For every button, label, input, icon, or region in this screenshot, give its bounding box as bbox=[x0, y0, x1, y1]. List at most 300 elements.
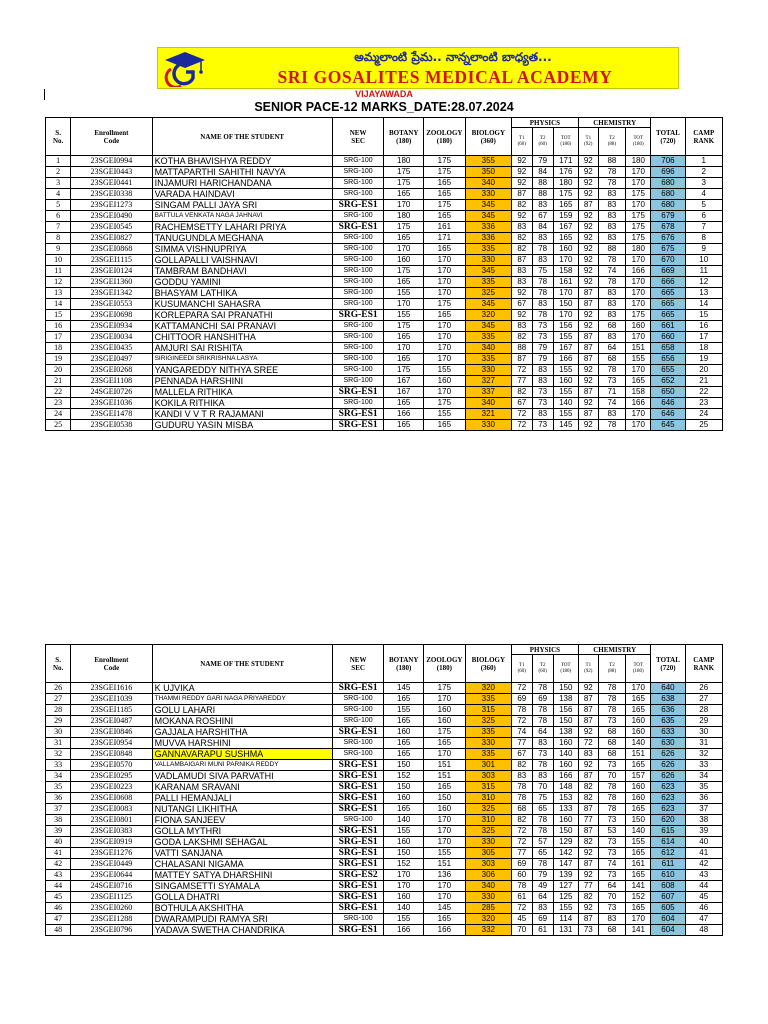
section-cell: SRG-100 bbox=[332, 288, 384, 299]
chemistry-t2-cell: 68 bbox=[598, 925, 625, 936]
chemistry-t2-cell: 78 bbox=[598, 365, 625, 376]
sno-cell: 40 bbox=[46, 837, 71, 848]
enrollment-cell: 23SGEI1036 bbox=[71, 398, 152, 409]
student-name-cell: MUVVA HARSHINI bbox=[152, 738, 332, 749]
botany-cell: 155 bbox=[384, 288, 424, 299]
chemistry-tot-cell: 161 bbox=[626, 859, 651, 870]
table-row bbox=[46, 826, 723, 837]
enrollment-cell: 23SGEI0260 bbox=[71, 903, 152, 914]
section-cell: SRG-100 bbox=[332, 914, 384, 925]
chemistry-t1-cell: 92 bbox=[578, 156, 598, 167]
table-row bbox=[46, 321, 723, 332]
physics-t1-cell: 67 bbox=[511, 749, 532, 760]
city-label: VIJAYAWADA bbox=[355, 89, 413, 99]
botany-cell: 167 bbox=[384, 376, 424, 387]
botany-cell: 165 bbox=[384, 398, 424, 409]
biology-cell: 332 bbox=[465, 925, 511, 936]
biology-cell: 330 bbox=[465, 420, 511, 431]
physics-t2-cell: 78 bbox=[532, 288, 553, 299]
col-header-sec: NEW SEC bbox=[332, 645, 384, 683]
col-header-total: TOTAL (720) bbox=[651, 118, 685, 156]
botany-cell: 152 bbox=[384, 771, 424, 782]
sno-cell: 6 bbox=[46, 211, 71, 222]
chemistry-t1-cell: 92 bbox=[578, 398, 598, 409]
zoology-cell: 165 bbox=[423, 189, 465, 200]
camp-rank-cell: 25 bbox=[685, 420, 723, 431]
student-name-cell: RACHEMSETTY LAHARI PRIYA bbox=[152, 222, 332, 233]
physics-tot-cell: 167 bbox=[553, 222, 578, 233]
physics-tot-cell: 180 bbox=[553, 178, 578, 189]
chemistry-tot-cell: 160 bbox=[626, 782, 651, 793]
chemistry-tot-cell: 166 bbox=[626, 266, 651, 277]
enrollment-cell: 23SGEI0338 bbox=[71, 189, 152, 200]
chemistry-tot-cell: 160 bbox=[626, 321, 651, 332]
table-row bbox=[46, 343, 723, 354]
physics-t1-cell: 70 bbox=[511, 925, 532, 936]
physics-t2-cell: 78 bbox=[532, 859, 553, 870]
physics-t1-cell: 69 bbox=[511, 694, 532, 705]
col-header-botany: BOTANY (180) bbox=[384, 118, 424, 156]
sno-cell: 34 bbox=[46, 771, 71, 782]
physics-tot-cell: 158 bbox=[553, 266, 578, 277]
sno-cell: 29 bbox=[46, 716, 71, 727]
student-name-cell: KATTAMANCHI SAI PRANAVI bbox=[152, 321, 332, 332]
physics-t1-cell: 77 bbox=[511, 738, 532, 749]
biology-cell: 325 bbox=[465, 804, 511, 815]
chemistry-t2-cell: 74 bbox=[598, 859, 625, 870]
chemistry-t2-cell: 68 bbox=[598, 354, 625, 365]
section-cell: SRG-100 bbox=[332, 376, 384, 387]
physics-tot-cell: 160 bbox=[553, 738, 578, 749]
physics-t1-cell: 87 bbox=[511, 354, 532, 365]
biology-cell: 320 bbox=[465, 683, 511, 694]
chemistry-tot-cell: 158 bbox=[626, 387, 651, 398]
botany-cell: 165 bbox=[384, 277, 424, 288]
chemistry-t2-cell: 68 bbox=[598, 321, 625, 332]
sno-cell: 21 bbox=[46, 376, 71, 387]
physics-t1-cell: 92 bbox=[511, 310, 532, 321]
section-cell: SRG-ES1 bbox=[332, 804, 384, 815]
botany-cell: 180 bbox=[384, 211, 424, 222]
physics-tot-cell: 138 bbox=[553, 727, 578, 738]
student-name-cell: KARANAM SRAVANI bbox=[152, 782, 332, 793]
student-name-cell: NUTANGI LIKHITHA bbox=[152, 804, 332, 815]
section-cell: SRG-ES1 bbox=[332, 782, 384, 793]
enrollment-cell: 23SGEI0846 bbox=[71, 727, 152, 738]
chemistry-t2-cell: 83 bbox=[598, 233, 625, 244]
chemistry-tot-cell: 175 bbox=[626, 222, 651, 233]
table-row bbox=[46, 266, 723, 277]
physics-tot-cell: 160 bbox=[553, 760, 578, 771]
chemistry-t2-cell: 88 bbox=[598, 156, 625, 167]
chemistry-tot-cell: 152 bbox=[626, 892, 651, 903]
zoology-cell: 155 bbox=[423, 365, 465, 376]
chemistry-tot-cell: 170 bbox=[626, 409, 651, 420]
physics-t1-cell: 72 bbox=[511, 420, 532, 431]
table-row bbox=[46, 804, 723, 815]
physics-t1-cell: 72 bbox=[511, 409, 532, 420]
physics-t2-cell: 70 bbox=[532, 782, 553, 793]
col-header-physics-tot: TOT (180) bbox=[553, 655, 578, 683]
table-row bbox=[46, 222, 723, 233]
sno-cell: 48 bbox=[46, 925, 71, 936]
section-cell: SRG-ES1 bbox=[332, 859, 384, 870]
chemistry-tot-cell: 170 bbox=[626, 200, 651, 211]
sno-cell: 28 bbox=[46, 705, 71, 716]
physics-tot-cell: 145 bbox=[553, 420, 578, 431]
botany-cell: 165 bbox=[384, 694, 424, 705]
chemistry-tot-cell: 160 bbox=[626, 793, 651, 804]
student-name-cell: AMJURI SAI RISHITA bbox=[152, 343, 332, 354]
chemistry-t2-cell: 68 bbox=[598, 749, 625, 760]
table-row bbox=[46, 376, 723, 387]
chemistry-t2-cell: 73 bbox=[598, 837, 625, 848]
chemistry-t1-cell: 92 bbox=[578, 211, 598, 222]
zoology-cell: 170 bbox=[423, 288, 465, 299]
chemistry-t2-cell: 71 bbox=[598, 387, 625, 398]
physics-t2-cell: 73 bbox=[532, 332, 553, 343]
camp-rank-cell: 21 bbox=[685, 376, 723, 387]
chemistry-tot-cell: 170 bbox=[626, 365, 651, 376]
camp-rank-cell: 45 bbox=[685, 892, 723, 903]
enrollment-cell: 23SGEI0827 bbox=[71, 233, 152, 244]
enrollment-cell: 23SGEI0443 bbox=[71, 167, 152, 178]
chemistry-t2-cell: 83 bbox=[598, 332, 625, 343]
sno-cell: 22 bbox=[46, 387, 71, 398]
sno-cell: 35 bbox=[46, 782, 71, 793]
physics-tot-cell: 156 bbox=[553, 705, 578, 716]
biology-cell: 350 bbox=[465, 167, 511, 178]
chemistry-t1-cell: 83 bbox=[578, 749, 598, 760]
physics-t2-cell: 78 bbox=[532, 683, 553, 694]
student-name-cell: GODA LAKSHMI SEHAGAL bbox=[152, 837, 332, 848]
zoology-cell: 151 bbox=[423, 859, 465, 870]
sno-cell: 4 bbox=[46, 189, 71, 200]
biology-cell: 303 bbox=[465, 859, 511, 870]
total-cell: 646 bbox=[651, 398, 685, 409]
enrollment-cell: 23SGEI0490 bbox=[71, 211, 152, 222]
physics-t2-cell: 64 bbox=[532, 727, 553, 738]
physics-t1-cell: 61 bbox=[511, 892, 532, 903]
chemistry-t2-cell: 78 bbox=[598, 167, 625, 178]
sno-cell: 10 bbox=[46, 255, 71, 266]
section-cell: SRG-100 bbox=[332, 255, 384, 266]
physics-tot-cell: 155 bbox=[553, 903, 578, 914]
biology-cell: 305 bbox=[465, 848, 511, 859]
chemistry-t2-cell: 73 bbox=[598, 716, 625, 727]
col-header-chemistry-t1: T1 (92) bbox=[578, 655, 598, 683]
chemistry-t1-cell: 82 bbox=[578, 837, 598, 848]
chemistry-t1-cell: 87 bbox=[578, 409, 598, 420]
physics-t1-cell: 83 bbox=[511, 277, 532, 288]
physics-t1-cell: 83 bbox=[511, 222, 532, 233]
sno-cell: 41 bbox=[46, 848, 71, 859]
physics-t1-cell: 78 bbox=[511, 881, 532, 892]
physics-t1-cell: 72 bbox=[511, 683, 532, 694]
biology-cell: 303 bbox=[465, 771, 511, 782]
physics-t1-cell: 67 bbox=[511, 299, 532, 310]
sno-cell: 26 bbox=[46, 683, 71, 694]
col-header-physics-t2: T2 (60) bbox=[532, 655, 553, 683]
physics-t2-cell: 78 bbox=[532, 244, 553, 255]
enrollment-cell: 23SGEI0497 bbox=[71, 354, 152, 365]
total-cell: 679 bbox=[651, 211, 685, 222]
physics-t1-cell: 82 bbox=[511, 387, 532, 398]
student-name-cell: BOTHULA AKSHITHA bbox=[152, 903, 332, 914]
camp-rank-cell: 34 bbox=[685, 771, 723, 782]
student-name-cell: DWARAMPUDI RAMYA SRI bbox=[152, 914, 332, 925]
biology-cell: 340 bbox=[465, 178, 511, 189]
physics-tot-cell: 170 bbox=[553, 288, 578, 299]
col-header-chemistry: CHEMISTRY bbox=[578, 118, 651, 128]
camp-rank-cell: 18 bbox=[685, 343, 723, 354]
physics-t1-cell: 72 bbox=[511, 837, 532, 848]
camp-rank-cell: 1 bbox=[685, 156, 723, 167]
col-header-chemistry-t2: T2 (88) bbox=[598, 655, 625, 683]
camp-rank-cell: 9 bbox=[685, 244, 723, 255]
botany-cell: 165 bbox=[384, 233, 424, 244]
physics-t2-cell: 83 bbox=[532, 903, 553, 914]
physics-t1-cell: 82 bbox=[511, 233, 532, 244]
sno-cell: 24 bbox=[46, 409, 71, 420]
chemistry-t1-cell: 92 bbox=[578, 222, 598, 233]
col-header-chemistry-t1: T1 (92) bbox=[578, 128, 598, 156]
camp-rank-cell: 8 bbox=[685, 233, 723, 244]
section-cell: SRG-ES1 bbox=[332, 409, 384, 420]
chemistry-t2-cell: 73 bbox=[598, 376, 625, 387]
total-cell: 635 bbox=[651, 716, 685, 727]
botany-cell: 165 bbox=[384, 716, 424, 727]
chemistry-t2-cell: 83 bbox=[598, 222, 625, 233]
botany-cell: 160 bbox=[384, 255, 424, 266]
physics-t1-cell: 82 bbox=[511, 332, 532, 343]
physics-t1-cell: 87 bbox=[511, 189, 532, 200]
student-name-cell: MATTEY SATYA DHARSHINI bbox=[152, 870, 332, 881]
physics-tot-cell: 153 bbox=[553, 793, 578, 804]
enrollment-cell: 24SGEI0716 bbox=[71, 881, 152, 892]
biology-cell: 325 bbox=[465, 288, 511, 299]
table-row bbox=[46, 398, 723, 409]
physics-tot-cell: 171 bbox=[553, 156, 578, 167]
biology-cell: 306 bbox=[465, 870, 511, 881]
table-row bbox=[46, 749, 723, 760]
total-cell: 680 bbox=[651, 200, 685, 211]
camp-rank-cell: 5 bbox=[685, 200, 723, 211]
section-cell: SRG-100 bbox=[332, 332, 384, 343]
botany-cell: 160 bbox=[384, 837, 424, 848]
chemistry-t2-cell: 78 bbox=[598, 793, 625, 804]
chemistry-t1-cell: 77 bbox=[578, 881, 598, 892]
camp-rank-cell: 7 bbox=[685, 222, 723, 233]
physics-t1-cell: 82 bbox=[511, 244, 532, 255]
chemistry-tot-cell: 165 bbox=[626, 376, 651, 387]
enrollment-cell: 23SGEI1115 bbox=[71, 255, 152, 266]
table-row bbox=[46, 167, 723, 178]
chemistry-tot-cell: 157 bbox=[626, 771, 651, 782]
biology-cell: 327 bbox=[465, 376, 511, 387]
physics-t1-cell: 60 bbox=[511, 870, 532, 881]
physics-t2-cell: 73 bbox=[532, 387, 553, 398]
botany-cell: 165 bbox=[384, 332, 424, 343]
biology-cell: 340 bbox=[465, 881, 511, 892]
total-cell: 655 bbox=[651, 365, 685, 376]
physics-t1-cell: 72 bbox=[511, 826, 532, 837]
table-row bbox=[46, 200, 723, 211]
student-name-cell: KUSUMANCHI SAHASRA bbox=[152, 299, 332, 310]
physics-tot-cell: 165 bbox=[553, 200, 578, 211]
zoology-cell: 175 bbox=[423, 727, 465, 738]
chemistry-t2-cell: 83 bbox=[598, 409, 625, 420]
col-header-chemistry-tot: TOT (180) bbox=[626, 128, 651, 156]
physics-tot-cell: 175 bbox=[553, 189, 578, 200]
physics-t1-cell: 92 bbox=[511, 156, 532, 167]
chemistry-t2-cell: 73 bbox=[598, 903, 625, 914]
enrollment-cell: 23SGEI0223 bbox=[71, 782, 152, 793]
botany-cell: 152 bbox=[384, 859, 424, 870]
biology-cell: 336 bbox=[465, 233, 511, 244]
zoology-cell: 170 bbox=[423, 892, 465, 903]
chemistry-t2-cell: 83 bbox=[598, 310, 625, 321]
biology-cell: 335 bbox=[465, 277, 511, 288]
table-row bbox=[46, 815, 723, 826]
student-name-cell: GODDU YAMINI bbox=[152, 277, 332, 288]
chemistry-t1-cell: 73 bbox=[578, 925, 598, 936]
physics-t2-cell: 83 bbox=[532, 233, 553, 244]
zoology-cell: 175 bbox=[423, 167, 465, 178]
section-cell: SRG-ES1 bbox=[332, 826, 384, 837]
enrollment-cell: 23SGEI0994 bbox=[71, 156, 152, 167]
marks-table-body bbox=[46, 683, 723, 936]
chemistry-t1-cell: 87 bbox=[578, 859, 598, 870]
section-cell: SRG-100 bbox=[332, 694, 384, 705]
biology-cell: 330 bbox=[465, 189, 511, 200]
sno-cell: 13 bbox=[46, 288, 71, 299]
section-cell: SRG-ES1 bbox=[332, 771, 384, 782]
col-header-rank: CAMP RANK bbox=[685, 118, 723, 156]
total-cell: 680 bbox=[651, 189, 685, 200]
zoology-cell: 175 bbox=[423, 299, 465, 310]
chemistry-tot-cell: 141 bbox=[626, 925, 651, 936]
physics-t1-cell: 72 bbox=[511, 365, 532, 376]
col-header-sec: NEW SEC bbox=[332, 118, 384, 156]
physics-t2-cell: 83 bbox=[532, 299, 553, 310]
chemistry-tot-cell: 151 bbox=[626, 343, 651, 354]
physics-tot-cell: 140 bbox=[553, 398, 578, 409]
sno-cell: 16 bbox=[46, 321, 71, 332]
total-cell: 623 bbox=[651, 793, 685, 804]
enrollment-cell: 23SGEI0698 bbox=[71, 310, 152, 321]
physics-tot-cell: 161 bbox=[553, 277, 578, 288]
total-cell: 604 bbox=[651, 914, 685, 925]
biology-cell: 315 bbox=[465, 705, 511, 716]
sno-cell: 47 bbox=[46, 914, 71, 925]
student-name-cell: INJAMURI HARICHANDANA bbox=[152, 178, 332, 189]
enrollment-cell: 23SGEI0383 bbox=[71, 826, 152, 837]
total-cell: 633 bbox=[651, 727, 685, 738]
student-name-cell: KANDI V V T R RAJAMANI bbox=[152, 409, 332, 420]
physics-t2-cell: 69 bbox=[532, 694, 553, 705]
chemistry-tot-cell: 160 bbox=[626, 727, 651, 738]
chemistry-t2-cell: 83 bbox=[598, 288, 625, 299]
physics-t2-cell: 79 bbox=[532, 343, 553, 354]
sno-cell: 14 bbox=[46, 299, 71, 310]
total-cell: 607 bbox=[651, 892, 685, 903]
student-name-cell: KOKILA RITHIKA bbox=[152, 398, 332, 409]
chemistry-t2-cell: 78 bbox=[598, 804, 625, 815]
physics-tot-cell: 165 bbox=[553, 233, 578, 244]
camp-rank-cell: 44 bbox=[685, 881, 723, 892]
sno-cell: 9 bbox=[46, 244, 71, 255]
zoology-cell: 170 bbox=[423, 387, 465, 398]
camp-rank-cell: 36 bbox=[685, 793, 723, 804]
biology-cell: 330 bbox=[465, 738, 511, 749]
zoology-cell: 160 bbox=[423, 376, 465, 387]
botany-cell: 160 bbox=[384, 793, 424, 804]
biology-cell: 330 bbox=[465, 255, 511, 266]
botany-cell: 170 bbox=[384, 200, 424, 211]
chemistry-t2-cell: 78 bbox=[598, 694, 625, 705]
section-cell: SRG-ES1 bbox=[332, 760, 384, 771]
camp-rank-cell: 31 bbox=[685, 738, 723, 749]
chemistry-t1-cell: 92 bbox=[578, 255, 598, 266]
zoology-cell: 170 bbox=[423, 266, 465, 277]
biology-cell: 321 bbox=[465, 409, 511, 420]
physics-t2-cell: 84 bbox=[532, 222, 553, 233]
physics-t1-cell: 72 bbox=[511, 716, 532, 727]
botany-cell: 170 bbox=[384, 881, 424, 892]
physics-t1-cell: 92 bbox=[511, 167, 532, 178]
biology-cell: 336 bbox=[465, 222, 511, 233]
table-row bbox=[46, 694, 723, 705]
camp-rank-cell: 46 bbox=[685, 903, 723, 914]
camp-rank-cell: 22 bbox=[685, 387, 723, 398]
col-header-physics: PHYSICS bbox=[511, 645, 578, 655]
chemistry-t2-cell: 83 bbox=[598, 200, 625, 211]
physics-t1-cell: 45 bbox=[511, 914, 532, 925]
total-cell: 636 bbox=[651, 705, 685, 716]
chemistry-t1-cell: 87 bbox=[578, 343, 598, 354]
biology-cell: 337 bbox=[465, 387, 511, 398]
section-cell: SRG-100 bbox=[332, 716, 384, 727]
chemistry-t1-cell: 87 bbox=[578, 705, 598, 716]
total-cell: 665 bbox=[651, 299, 685, 310]
biology-cell: 330 bbox=[465, 365, 511, 376]
botany-cell: 175 bbox=[384, 167, 424, 178]
table-row bbox=[46, 365, 723, 376]
zoology-cell: 170 bbox=[423, 815, 465, 826]
table-row bbox=[46, 244, 723, 255]
physics-t2-cell: 83 bbox=[532, 365, 553, 376]
physics-tot-cell: 140 bbox=[553, 749, 578, 760]
enrollment-cell: 23SGEI0295 bbox=[71, 771, 152, 782]
chemistry-t1-cell: 92 bbox=[578, 420, 598, 431]
physics-tot-cell: 160 bbox=[553, 244, 578, 255]
chemistry-tot-cell: 165 bbox=[626, 705, 651, 716]
section-cell: SRG-100 bbox=[332, 815, 384, 826]
botany-cell: 167 bbox=[384, 387, 424, 398]
chemistry-t2-cell: 83 bbox=[598, 299, 625, 310]
zoology-cell: 161 bbox=[423, 222, 465, 233]
physics-t2-cell: 65 bbox=[532, 804, 553, 815]
botany-cell: 170 bbox=[384, 299, 424, 310]
zoology-cell: 165 bbox=[423, 178, 465, 189]
chemistry-t1-cell: 82 bbox=[578, 793, 598, 804]
zoology-cell: 175 bbox=[423, 398, 465, 409]
enrollment-cell: 23SGEI1273 bbox=[71, 200, 152, 211]
camp-rank-cell: 29 bbox=[685, 716, 723, 727]
student-name-cell: GAJJALA HARSHITHA bbox=[152, 727, 332, 738]
enrollment-cell: 23SGEI0435 bbox=[71, 343, 152, 354]
